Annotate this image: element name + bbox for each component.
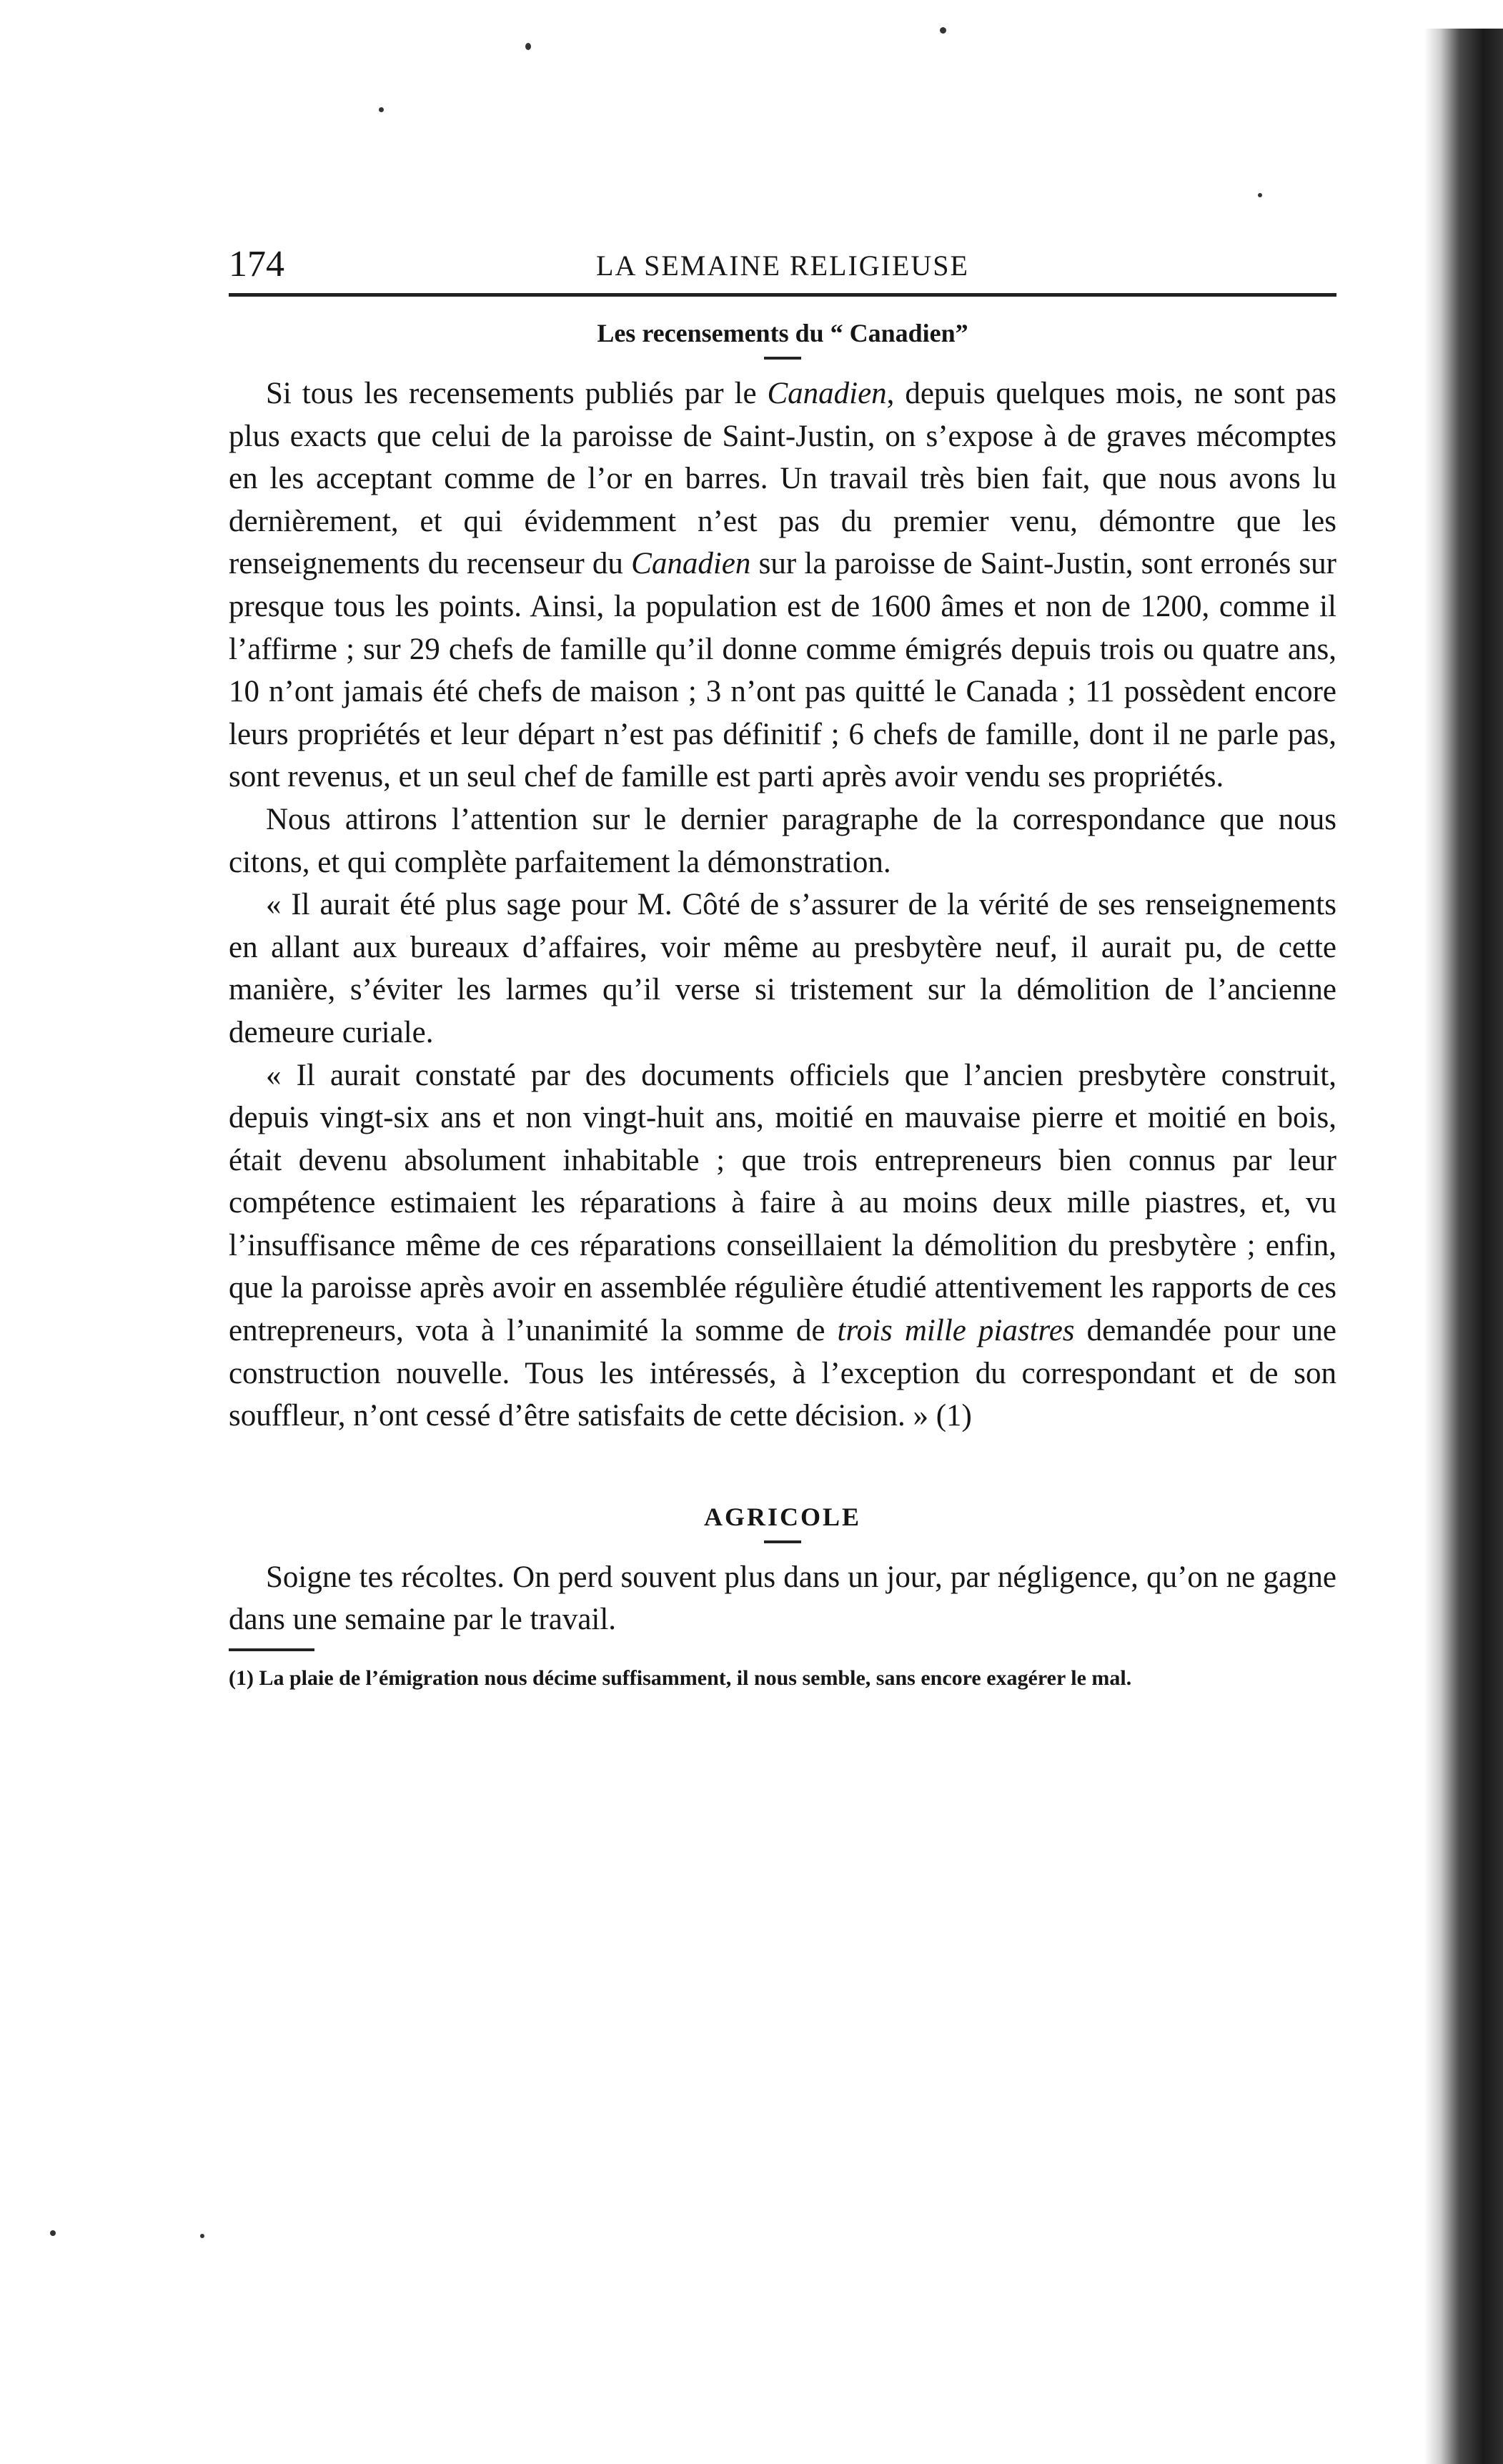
- page-number: 174: [229, 244, 284, 285]
- section-rule: [764, 1540, 801, 1543]
- p4-text-c: demandée pour une construction nouvelle. Tous les intéressés, à l’exception du correspondant et de son souffleur, n’ont cessé d’être satisfaits de cette décision. » (1): [229, 1314, 1336, 1433]
- article-paragraph-4: [229, 1054, 1336, 1438]
- article-title: Les recensements du “ Canadien”: [597, 319, 968, 347]
- article-paragraph-1: [229, 372, 1336, 798]
- p4-text-a: « Il aurait constaté par des documents officiels que l’ancien presbytère construit, depuis vingt-six ans et non vingt-huit ans, moitié en mauvaise pierre et moitié en bois, était devenu absolument inhabitable ; que trois entrepreneurs bien connus par leur compétence estimaient les réparations à faire à au moins deux mille piastres, et, vu l’insuffisance même de ces réparations conseillaient la démolition du presbytère ; enfin, que la paroisse après avoir en assemblée régulière étudié attentivement les rapports de ces entrepreneurs, vota à l’unanimité la somme de: [229, 1058, 1336, 1348]
- running-header: [229, 229, 1336, 297]
- p4-italic-trois-mille: trois mille piastres: [837, 1314, 1075, 1348]
- section-title-agricole: AGRICOLE: [703, 1502, 862, 1531]
- running-title: LA SEMAINE RELIGIEUSE: [596, 249, 969, 282]
- article-paragraph-3: « Il aurait été plus sage pour M. Côté de s’assurer de la vérité de ses renseignements en allant aux bureaux d’affaires, voir même au presbytère neuf, il aurait pu, de cette manière, s’éviter les larmes qu’il verse si tristement sur la démolition de l’ancienne demeure curiale.: [229, 888, 1336, 1049]
- title-rule: [764, 357, 801, 360]
- agricole-paragraph: Soigne tes récoltes. On perd souvent plus dans un jour, par négligence, qu’on ne gagne dans une semaine par le travail.: [229, 1560, 1336, 1637]
- page-content: [229, 229, 1336, 1694]
- scan-speck: [940, 27, 946, 34]
- p1-text-a: Si tous les recensements publiés par le: [266, 377, 768, 410]
- scan-speck: [50, 2230, 56, 2236]
- scan-speck: [1258, 193, 1262, 197]
- footnote-rule: [229, 1648, 314, 1651]
- p1-italic-canadien: Canadien: [767, 377, 887, 410]
- footnote: (1) La plaie de l’émigration nous décime suffisamment, il nous semble, sans encore exagérer le mal.: [229, 1666, 1132, 1691]
- page-edge-shadow: [1424, 29, 1503, 2464]
- scan-speck: [525, 43, 531, 50]
- scan-speck: [200, 2234, 204, 2238]
- scan-speck: [379, 107, 384, 112]
- p1-text-c: , depuis quelques mois, ne sont pas plus exacts que celui de la paroisse de Saint-Justin, on s’expose à de graves mécomptes en les acceptant comme de l’or en barres. Un travail très bien fait, que nous avons lu dernièrement, et qui évidemment n’est pas du premier venu, démontre que les renseignements du recenseur du: [229, 377, 1336, 581]
- p1-text-e: sur la paroisse de Saint-Justin, sont erronés sur presque tous les points. Ainsi, la population est de 1600 âmes et non de 1200, comme il l’affirme ; sur 29 chefs de famille qu’il donne comme émigrés depuis trois ou quatre ans, 10 n’ont jamais été chefs de maison ; 3 n’ont pas quitté le Canada ; 11 possèdent encore leurs propriétés et leur départ n’est pas définitif ; 6 chefs de famille, dont il ne parle pas, sont revenus, et un seul chef de famille est parti après avoir vendu ses propriétés.: [229, 547, 1336, 794]
- article-paragraph-2: Nous attirons l’attention sur le dernier paragraphe de la correspondance que nous citons, et qui complète parfaitement la démonstration.: [229, 802, 1336, 879]
- p1-italic-canadien-2: Canadien: [631, 547, 751, 581]
